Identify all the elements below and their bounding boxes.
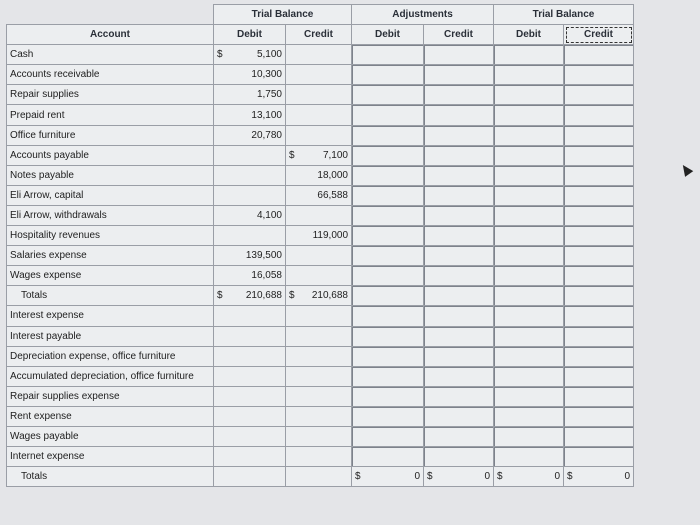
account-name-cell: Interest payable (7, 326, 214, 346)
adjusted-debit-input[interactable] (494, 226, 564, 246)
currency-symbol: $ (217, 290, 223, 302)
trial-balance-credit-cell (286, 205, 352, 225)
adjusted-credit-input[interactable] (564, 125, 634, 145)
trial-balance-debit-cell (214, 165, 286, 185)
amount-value: 13,100 (251, 109, 282, 121)
adjusted-credit-input[interactable] (564, 226, 634, 246)
trial-balance-credit-cell (286, 85, 352, 105)
header-tb-debit: Debit (214, 25, 286, 45)
adjustments-debit-input[interactable] (352, 386, 424, 406)
adjustments-debit-input[interactable] (352, 346, 424, 366)
adjustments-debit-input[interactable] (352, 65, 424, 85)
currency-symbol: $ (497, 471, 503, 483)
table-row (7, 266, 634, 286)
table-row (7, 286, 634, 306)
adjustments-credit-input[interactable] (424, 185, 494, 205)
adjusted-credit-input[interactable] (564, 447, 634, 467)
account-name-cell: Depreciation expense, office furniture (7, 346, 214, 366)
trial-balance-credit-cell (286, 366, 352, 386)
adjustments-debit-input[interactable] (352, 85, 424, 105)
account-name-cell: Accumulated depreciation, office furniture (7, 366, 214, 386)
trial-balance-credit-cell (286, 165, 352, 185)
trial-balance-debit-cell-content (217, 69, 282, 80)
adjustments-debit-input[interactable] (352, 185, 424, 205)
adjustments-credit-input[interactable] (424, 266, 494, 286)
adjusted-debit-input[interactable] (494, 426, 564, 446)
adjusted-credit-input[interactable] (564, 366, 634, 386)
header-atb-credit: Credit (564, 25, 634, 45)
trial-balance-debit-cell (214, 386, 286, 406)
final-tb-credit-blank (286, 467, 352, 487)
header-trial-balance: Trial Balance (214, 5, 352, 25)
final-tb-debit-blank (214, 467, 286, 487)
currency-symbol: $ (289, 290, 295, 302)
trial-balance-debit-cell (214, 145, 286, 165)
table-row (7, 447, 634, 467)
trial-balance-debit-cell (214, 205, 286, 225)
adjusted-debit-input[interactable] (494, 386, 564, 406)
table-row (7, 406, 634, 426)
adjusted-debit-input[interactable] (494, 85, 564, 105)
worksheet-table (6, 4, 634, 487)
amount-value: 1,750 (256, 89, 282, 101)
account-name-cell: Cash (7, 45, 214, 65)
table-row (7, 125, 634, 145)
adjustments-debit-input[interactable] (352, 266, 424, 286)
adjusted-debit-input[interactable] (494, 326, 564, 346)
trial-balance-credit-cell (286, 426, 352, 446)
trial-balance-debit-cell-content (217, 290, 282, 301)
adjustments-credit-input[interactable] (424, 346, 494, 366)
trial-balance-credit-cell (286, 226, 352, 246)
adjusted-debit-total (494, 467, 564, 487)
trial-balance-debit-cell (214, 286, 286, 306)
adjustments-credit-input[interactable] (424, 125, 494, 145)
adjustments-debit-input[interactable] (352, 326, 424, 346)
account-name-cell: Accounts payable (7, 145, 214, 165)
table-row (7, 45, 634, 65)
adjustments-credit-input[interactable] (424, 85, 494, 105)
adjustments-debit-input[interactable] (352, 447, 424, 467)
adjustments-debit-input[interactable] (352, 165, 424, 185)
adjustments-credit-input[interactable] (424, 386, 494, 406)
account-name-cell: Salaries expense (7, 246, 214, 266)
adjusted-debit-input[interactable] (494, 306, 564, 326)
amount-value: 0 (624, 471, 630, 483)
adjustments-debit-input[interactable] (352, 145, 424, 165)
trial-balance-debit-cell-content (217, 250, 282, 261)
amount-value: 0 (414, 471, 420, 483)
adjusted-debit-input[interactable] (494, 105, 564, 125)
table-row (7, 105, 634, 125)
trial-balance-credit-cell (286, 185, 352, 205)
trial-balance-debit-cell (214, 406, 286, 426)
table-row (7, 165, 634, 185)
adjusted-credit-input[interactable] (564, 85, 634, 105)
adjustments-credit-input[interactable] (424, 306, 494, 326)
adjustments-credit-total (424, 467, 494, 487)
adjustments-debit-input[interactable] (352, 226, 424, 246)
trial-balance-debit-cell (214, 65, 286, 85)
adjustments-credit-input[interactable] (424, 226, 494, 246)
header-group-row (7, 5, 634, 25)
adjustments-debit-input[interactable] (352, 246, 424, 266)
adjustments-credit-input[interactable] (424, 447, 494, 467)
amount-value: 10,300 (251, 69, 282, 81)
adjusted-credit-input[interactable] (564, 205, 634, 225)
adjusted-credit-total (564, 467, 634, 487)
table-row (7, 346, 634, 366)
currency-symbol: $ (289, 149, 295, 161)
trial-balance-credit-cell-content (289, 190, 348, 201)
adjusted-debit-input[interactable] (494, 65, 564, 85)
adjustments-debit-input[interactable] (352, 406, 424, 426)
trial-balance-debit-cell-content (217, 270, 282, 281)
adjustments-debit-input[interactable] (352, 366, 424, 386)
table-row (7, 366, 634, 386)
trial-balance-debit-cell-content (217, 210, 282, 221)
adjustments-credit-input[interactable] (424, 366, 494, 386)
adjustments-debit-input[interactable] (352, 205, 424, 225)
trial-balance-debit-cell (214, 306, 286, 326)
trial-balance-credit-cell (286, 326, 352, 346)
adjusted-debit-input[interactable] (494, 366, 564, 386)
adjusted-credit-input[interactable] (564, 65, 634, 85)
amount-value: 18,000 (317, 169, 348, 181)
amount-value: 210,688 (245, 290, 282, 302)
table-row (7, 185, 634, 205)
trial-balance-credit-cell (286, 105, 352, 125)
adjusted-debit-input[interactable] (494, 45, 564, 65)
table-row (7, 326, 634, 346)
adjustments-credit-input[interactable] (424, 45, 494, 65)
trial-balance-debit-cell-content (217, 110, 282, 121)
trial-balance-debit-cell (214, 85, 286, 105)
amount-value: 20,780 (251, 129, 282, 141)
adjustments-debit-input[interactable] (352, 306, 424, 326)
adjustments-credit-input[interactable] (424, 65, 494, 85)
adjusted-debit-total-content (497, 471, 560, 482)
adjusted-debit-input[interactable] (494, 406, 564, 426)
header-adjusted-trial-balance: Trial Balance (494, 5, 634, 25)
adjustments-credit-input[interactable] (424, 326, 494, 346)
amount-value: 210,688 (311, 290, 348, 302)
account-name-cell: Hospitality revenues (7, 226, 214, 246)
trial-balance-credit-cell (286, 45, 352, 65)
currency-symbol: $ (427, 471, 433, 483)
account-name-cell: Wages expense (7, 266, 214, 286)
amount-value: 7,100 (322, 149, 348, 161)
table-row (7, 145, 634, 165)
account-name-cell: Interest expense (7, 306, 214, 326)
table-row (7, 386, 634, 406)
adjusted-credit-input[interactable] (564, 165, 634, 185)
adjusted-credit-input[interactable] (564, 105, 634, 125)
currency-symbol: $ (217, 49, 223, 61)
adjustments-debit-input[interactable] (352, 105, 424, 125)
trial-balance-credit-cell (286, 65, 352, 85)
amount-value: 0 (554, 471, 560, 483)
trial-balance-credit-cell (286, 246, 352, 266)
account-name-cell: Repair supplies expense (7, 386, 214, 406)
trial-balance-credit-cell-content (289, 170, 348, 181)
account-name-cell: Rent expense (7, 406, 214, 426)
account-name-cell: Accounts receivable (7, 65, 214, 85)
amount-value: 66,588 (317, 189, 348, 201)
header-adj-debit: Debit (352, 25, 424, 45)
adjusted-debit-input[interactable] (494, 246, 564, 266)
trial-balance-credit-cell-content (289, 150, 348, 161)
table-row (7, 426, 634, 446)
trial-balance-credit-cell (286, 125, 352, 145)
trial-balance-credit-cell (286, 406, 352, 426)
adjustments-debit-input[interactable] (352, 286, 424, 306)
header-atb-debit: Debit (494, 25, 564, 45)
trial-balance-debit-cell (214, 185, 286, 205)
trial-balance-debit-cell (214, 426, 286, 446)
adjusted-debit-input[interactable] (494, 205, 564, 225)
trial-balance-debit-cell (214, 226, 286, 246)
amount-value: 119,000 (312, 230, 348, 242)
trial-balance-debit-cell (214, 246, 286, 266)
adjusted-credit-input[interactable] (564, 426, 634, 446)
header-blank-cell (7, 5, 214, 25)
account-name-cell: Totals (7, 286, 214, 306)
adjusted-debit-input[interactable] (494, 165, 564, 185)
trial-balance-debit-cell (214, 105, 286, 125)
trial-balance-debit-cell-content (217, 130, 282, 141)
adjustments-debit-input[interactable] (352, 125, 424, 145)
adjustments-credit-input[interactable] (424, 105, 494, 125)
header-tb-credit: Credit (286, 25, 352, 45)
adjusted-debit-input[interactable] (494, 185, 564, 205)
adjustments-debit-input[interactable] (352, 45, 424, 65)
table-row (7, 65, 634, 85)
trial-balance-debit-cell (214, 326, 286, 346)
amount-value: 0 (484, 471, 490, 483)
adjustments-credit-total-content (427, 471, 490, 482)
adjustments-credit-input[interactable] (424, 145, 494, 165)
table-row (7, 226, 634, 246)
mouse-cursor (679, 162, 694, 177)
adjustments-debit-total (352, 467, 424, 487)
amount-value: 5,100 (256, 49, 282, 61)
adjustments-credit-input[interactable] (424, 205, 494, 225)
adjusted-debit-input[interactable] (494, 266, 564, 286)
table-row (7, 85, 634, 105)
trial-balance-credit-cell (286, 145, 352, 165)
trial-balance-credit-cell (286, 447, 352, 467)
adjusted-debit-input[interactable] (494, 125, 564, 145)
account-name-cell: Internet expense (7, 447, 214, 467)
trial-balance-debit-cell (214, 346, 286, 366)
trial-balance-debit-cell-content (217, 49, 282, 60)
account-name-cell: Eli Arrow, withdrawals (7, 205, 214, 225)
adjusted-credit-input[interactable] (564, 406, 634, 426)
adjustments-debit-input[interactable] (352, 426, 424, 446)
adjustments-credit-input[interactable] (424, 426, 494, 446)
table-row (7, 205, 634, 225)
currency-symbol: $ (567, 471, 573, 483)
account-name-cell: Wages payable (7, 426, 214, 446)
trial-balance-debit-cell (214, 266, 286, 286)
account-name-cell: Repair supplies (7, 85, 214, 105)
adjusted-credit-input[interactable] (564, 386, 634, 406)
trial-balance-credit-cell (286, 306, 352, 326)
adjusted-credit-input[interactable] (564, 246, 634, 266)
header-adj-credit: Credit (424, 25, 494, 45)
adjustments-debit-total-content (355, 471, 420, 482)
header-column-row (7, 25, 634, 45)
trial-balance-credit-cell (286, 346, 352, 366)
trial-balance-credit-cell-content (289, 290, 348, 301)
header-adjustments: Adjustments (352, 5, 494, 25)
trial-balance-credit-cell-content (289, 230, 348, 241)
adjusted-credit-input[interactable] (564, 145, 634, 165)
final-totals-row (7, 467, 634, 487)
trial-balance-credit-cell (286, 266, 352, 286)
trial-balance-debit-cell (214, 45, 286, 65)
adjusted-credit-input[interactable] (564, 45, 634, 65)
account-name-cell: Prepaid rent (7, 105, 214, 125)
adjusted-credit-input[interactable] (564, 346, 634, 366)
trial-balance-debit-cell-content (217, 89, 282, 100)
account-name-cell: Office furniture (7, 125, 214, 145)
trial-balance-debit-cell (214, 366, 286, 386)
amount-value: 16,058 (251, 270, 282, 282)
amount-value: 4,100 (256, 209, 282, 221)
header-account: Account (7, 25, 214, 45)
adjusted-debit-input[interactable] (494, 145, 564, 165)
adjusted-credit-input[interactable] (564, 185, 634, 205)
currency-symbol: $ (355, 471, 361, 483)
account-name-cell: Notes payable (7, 165, 214, 185)
table-row (7, 306, 634, 326)
adjustments-credit-input[interactable] (424, 246, 494, 266)
amount-value: 139,500 (245, 250, 282, 262)
adjusted-debit-input[interactable] (494, 286, 564, 306)
adjusted-credit-input[interactable] (564, 306, 634, 326)
adjusted-credit-input[interactable] (564, 326, 634, 346)
adjustments-credit-input[interactable] (424, 286, 494, 306)
trial-balance-debit-cell (214, 447, 286, 467)
table-row (7, 246, 634, 266)
trial-balance-debit-cell (214, 125, 286, 145)
adjusted-debit-input[interactable] (494, 346, 564, 366)
adjustments-credit-input[interactable] (424, 406, 494, 426)
adjusted-credit-input[interactable] (564, 286, 634, 306)
adjusted-credit-total-content (567, 471, 630, 482)
adjusted-credit-input[interactable] (564, 266, 634, 286)
adjustments-credit-input[interactable] (424, 165, 494, 185)
account-name-cell: Eli Arrow, capital (7, 185, 214, 205)
trial-balance-credit-cell (286, 386, 352, 406)
adjusted-debit-input[interactable] (494, 447, 564, 467)
trial-balance-credit-cell (286, 286, 352, 306)
final-totals-label: Totals (7, 467, 214, 487)
